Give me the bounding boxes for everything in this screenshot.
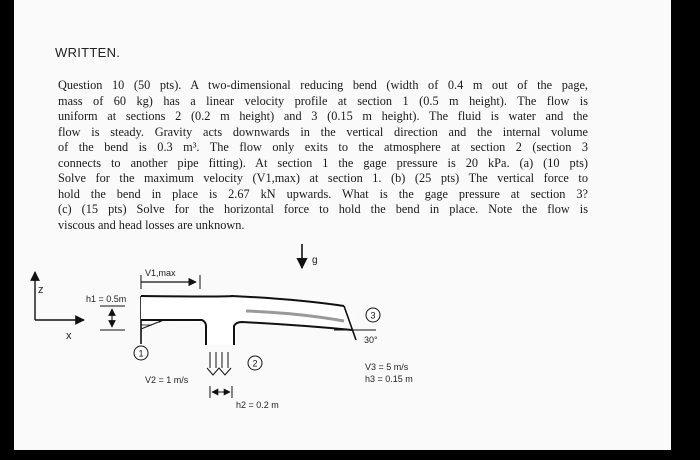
coordinate-axes bbox=[35, 272, 84, 342]
v1max-label: V1,max bbox=[145, 268, 176, 278]
reducing-bend bbox=[141, 296, 354, 345]
h1-label: h1 = 0.5m bbox=[86, 294, 127, 304]
question-line: uniform at sections 2 (0.2 m height) and 3 (0.15 m height). The fluid is water and the bbox=[58, 109, 588, 123]
question-line: connects to another pipe fitting). At section 1 the gage pressure is 20 kPa. (a) (10 pts) bbox=[58, 155, 588, 170]
h2-label: h2 = 0.2 m bbox=[236, 400, 279, 410]
heading: WRITTEN. bbox=[55, 45, 121, 60]
question-line: hold the bend in place is 2.67 kN upwards. What is the gage pressure at section 3? bbox=[58, 186, 588, 201]
section-1-marker bbox=[134, 346, 148, 360]
section-2-number: 2 bbox=[252, 358, 258, 369]
outlet2-flow bbox=[207, 352, 231, 375]
axis-z-label: z bbox=[38, 284, 44, 296]
question-line: (c) (15 pts) Solve for the horizontal force to hold the bend in place. Note the flow is bbox=[58, 202, 588, 216]
section-1-number: 1 bbox=[138, 348, 144, 359]
question-line: flow is steady. Gravity acts downwards in the vertical direction and the internal volume bbox=[58, 124, 588, 139]
axis-x-label: x bbox=[66, 330, 72, 342]
gravity-label: g bbox=[312, 255, 318, 266]
h3-label: h3 = 0.15 m bbox=[365, 374, 413, 384]
question-line: Question 10 (50 pts). A two-dimensional reducing bend (width of 0.4 m out of the page, bbox=[58, 78, 588, 92]
question-line: mass of 60 kg) has a linear velocity profile at section 1 (0.5 m height). The flow is bbox=[58, 93, 588, 108]
question-line: Solve for the maximum velocity (V1,max) at section 1. (b) (25 pts) The vertical force to bbox=[58, 171, 588, 185]
section-3-marker bbox=[366, 308, 380, 322]
angle-label: 30° bbox=[364, 335, 378, 345]
section-2-marker bbox=[248, 356, 262, 370]
question-line: viscous and head losses are unknown. bbox=[58, 217, 245, 232]
v3-label: V3 = 5 m/s bbox=[365, 362, 409, 372]
section-3-number: 3 bbox=[370, 310, 376, 321]
question-line: of the bend is 0.3 m³. The flow only exits to the atmosphere at section 2 (section 3 bbox=[58, 140, 588, 154]
v2-label: V2 = 1 m/s bbox=[145, 375, 189, 385]
